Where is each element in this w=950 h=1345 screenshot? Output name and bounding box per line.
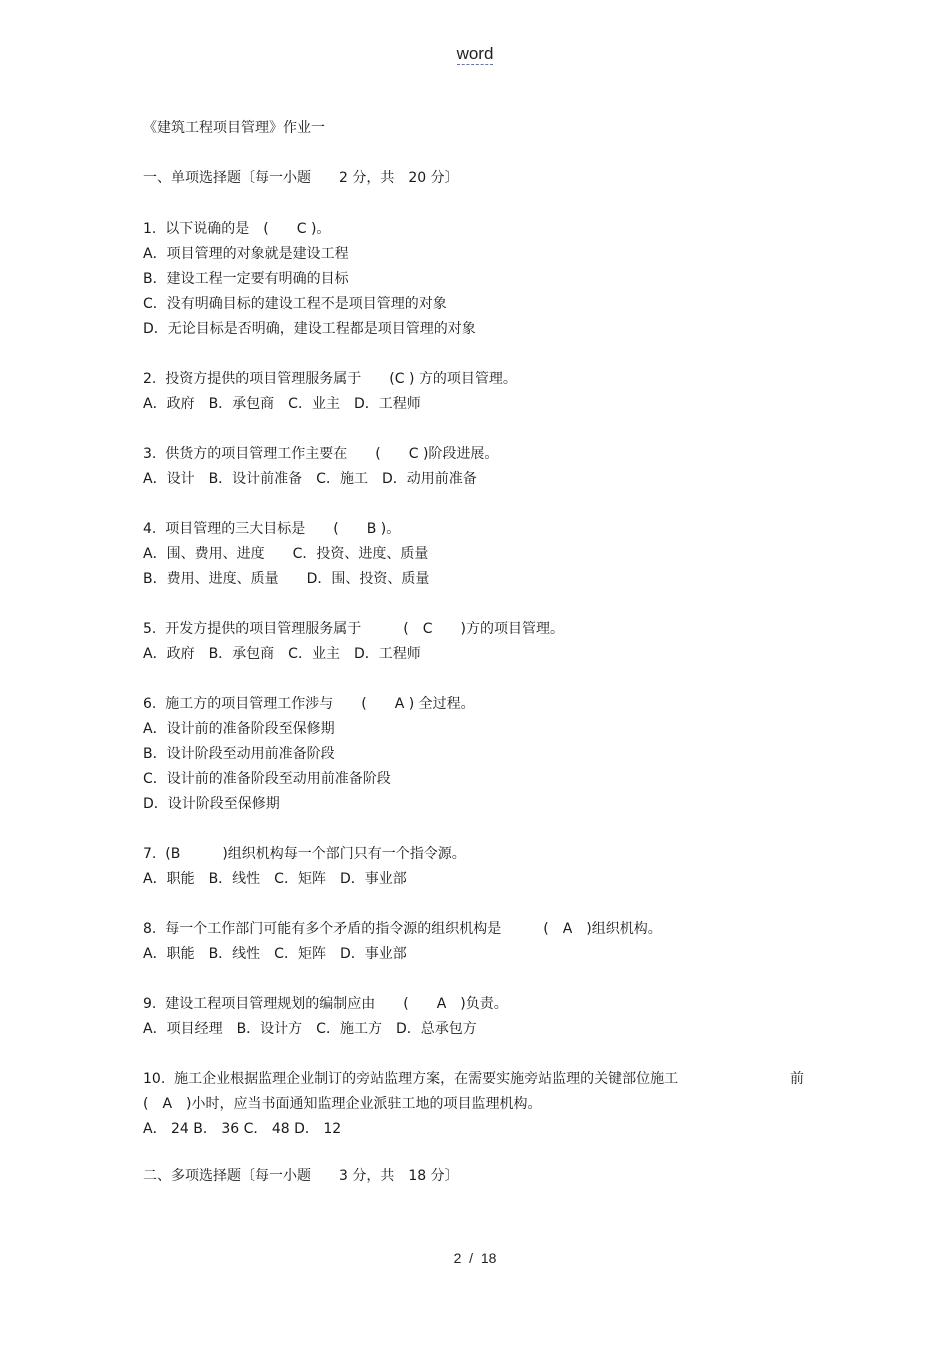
- page-number: 2 / 18: [453, 1250, 497, 1266]
- question-8-options: A．职能 B．线性 C．矩阵 D．事业部: [143, 946, 407, 962]
- question-6-option-a: A．设计前的准备阶段至保修期: [143, 721, 335, 737]
- question-9: 9. 建设工程项目管理规划的编制应由 ( A )负责。: [143, 996, 508, 1012]
- question-4-options-row-1: A．围、费用、进度 C．投资、进度、质量: [143, 546, 429, 562]
- question-10-options: A． 24 B． 36 C． 48 D． 12: [143, 1121, 342, 1137]
- document-title: 《建筑工程项目管理》作业一: [143, 120, 325, 136]
- section-heading-single-choice: 一、单项选择题〔每一小题 2 分，共 20 分〕: [143, 170, 459, 186]
- question-1-option-c: C．没有明确目标的建设工程不是项目管理的对象: [143, 296, 447, 312]
- question-10-line-1-end: 前: [790, 1071, 804, 1087]
- question-1-option-d: D．无论目标是否明确，建设工程都是项目管理的对象: [143, 321, 476, 337]
- header-title: word: [456, 44, 494, 63]
- question-2-options: A．政府 B．承包商 C．业主 D．工程师: [143, 396, 421, 412]
- question-6: 6. 施工方的项目管理工作涉与 ( A ) 全过程。: [143, 696, 475, 712]
- question-6-option-b: B．设计阶段至动用前准备阶段: [143, 746, 335, 762]
- question-3-options: A．设计 B．设计前准备 C．施工 D．动用前准备: [143, 471, 477, 487]
- question-6-option-d: D．设计阶段至保修期: [143, 796, 280, 812]
- question-6-option-c: C．设计前的准备阶段至动用前准备阶段: [143, 771, 391, 787]
- question-9-options: A．项目经理 B．设计方 C．施工方 D．总承包方: [143, 1021, 477, 1037]
- page-header: [0, 44, 950, 64]
- question-1: 1. 以下说确的是 ( C )。: [143, 221, 331, 237]
- question-8: 8. 每一个工作部门可能有多个矛盾的指令源的组织机构是 ( A )组织机构。: [143, 921, 662, 937]
- question-1-option-a: A．项目管理的对象就是建设工程: [143, 246, 349, 262]
- question-3: 3. 供货方的项目管理工作主要在 ( C )阶段进展。: [143, 446, 499, 462]
- question-2: 2. 投资方提供的项目管理服务属于 (C ) 方的项目管理。: [143, 371, 517, 387]
- question-5: 5. 开发方提供的项目管理服务属于 ( C )方的项目管理。: [143, 621, 564, 637]
- question-4: 4. 项目管理的三大目标是 ( B )。: [143, 521, 401, 537]
- question-1-option-b: B．建设工程一定要有明确的目标: [143, 271, 349, 287]
- question-10-line-1: 10. 施工企业根据监理企业制订的旁站监理方案，在需要实施旁站监理的关键部位施工: [143, 1071, 679, 1087]
- question-5-options: A．政府 B．承包商 C．业主 D．工程师: [143, 646, 421, 662]
- question-7: 7. (B )组织机构每一个部门只有一个指令源。: [143, 846, 466, 862]
- question-7-options: A．职能 B．线性 C．矩阵 D．事业部: [143, 871, 407, 887]
- question-10-line-2: ( A )小时，应当书面通知监理企业派驻工地的项目监理机构。: [143, 1096, 542, 1112]
- question-4-options-row-2: B．费用、进度、质量 D．围、投资、质量: [143, 571, 430, 587]
- section-heading-multiple-choice: 二、多项选择题〔每一小题 3 分，共 18 分〕: [143, 1168, 459, 1184]
